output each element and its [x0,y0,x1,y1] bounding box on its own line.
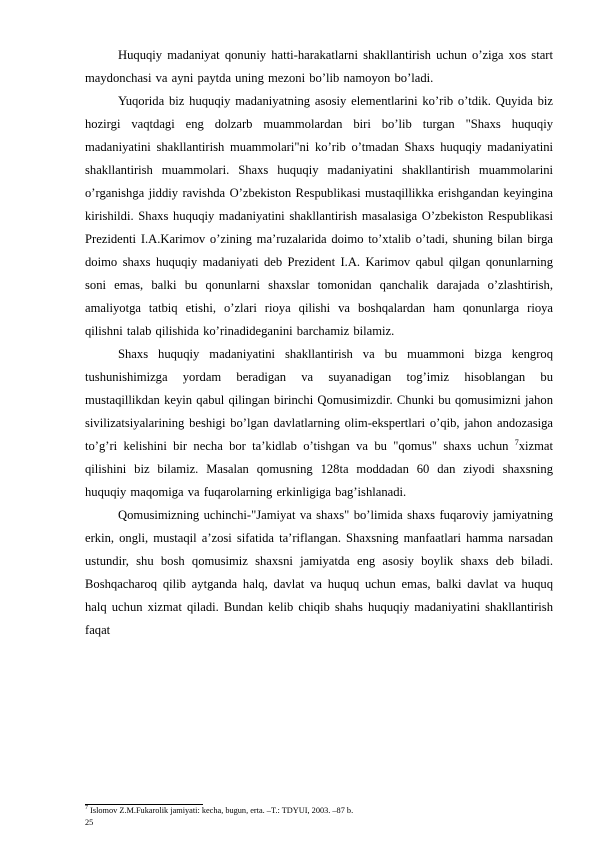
paragraph-3-text-after: xizmat qilishini biz bilamiz. Masalan qomusning 128ta moddadan 60 dan ziyodi shaxsning huquqiy maqomiga va fuqarolarning erkinligiga bag’ishlanadi. [85,439,553,499]
paragraph-3-text-before: Shaxs huquqiy madaniyatini shakllantirish va bu muammoni bizga kengroq tushunishimizga yordam beradigan va suyanadigan tog’imiz hisoblangan bu mustaqillikdan keyin qabul qilingan birinchi Qomusimizdir. Chunki bu qomusimizni jahon sivilizatsiyalarining beshigi bo’lgan davlatlarning olim-ekspertlari o’qib, jahon andozasiga to’g’ri kelishini bir necha bor ta’kidlab o’tishgan va bu "qomus" shaxs uchun [85,347,553,453]
footnote-marker: 7 [85,805,88,812]
footnote-divider [85,804,203,805]
footnote [85,806,553,816]
footnote-text: Islomov Z.M.Fukarolik jamiyati: kecha, bugun, erta. –T.: TDYUI, 2003. –87 b. [88,806,354,815]
body-text [85,44,553,642]
footnote-reference[interactable]: 7 [514,437,519,447]
paragraph-2: Yuqorida biz huquqiy madaniyatning asosiy elementlarini ko’rib o’tdik. Quyida biz hozirgi vaqtdagi eng dolzarb muammolardan biri bo’lib turgan "Shaxs huquqiy madaniyatini shakllantirish muammolari"ni ko’rib o’tmadan Shaxs huquqiy madaniyatini shakllantirish muammolari. Shaxs huquqiy madaniyatini shakllantirish muammolarini o’rganishga jiddiy ravishda O’zbekiston Respublikasi mustaqillikka erishgandan keyingina kirishildi. Shaxs huquqiy madaniyatini shakllantirish masalasiga O’zbekiston Respublikasi Prezidenti I.A.Karimov o’zining ma’ruzalarida doimo to’xtalib o’tadi, shuning bilan birga doimo shaxs huquqiy madaniyati deb Prezident I.A. Karimov qabul qilgan qonunlarning soni emas, balki bu qonunlarni shaxslar tomonidan qanchalik darajada o’zlashtirish, amaliyotga tatbiq etishi, o’zlari rioya qilishi va boshqalardan ham qonunlarga rioya qilishni talab qilishida ko’rinadideganini barchamiz bilamiz. [85,94,553,338]
page-number: 25 [85,818,94,827]
paragraph-4: Qomusimizning uchinchi-"Jamiyat va shaxs" bo’limida shaxs fuqaroviy jamiyatning erkin, ongli, mustaqil a’zosi sifatida ta’riflangan. Shaxsning manfaatlari hamma narsadan ustundir, shu bosh qomusimiz shaxsni jamiyatda eng asosiy boylik shaxs deb biladi. Boshqacharoq qilib aytganda halq, davlat va huquq uchun emas, balki davlat va huquq halq uchun xizmat qiladi. Bundan kelib chiqib shahs huquqiy madaniyatini shakllantirish faqat [85,508,553,637]
paragraph-3 [85,343,553,504]
paragraph-1: Huquqiy madaniyat qonuniy hatti-harakatlarni shakllantirish uchun o’ziga xos start maydonchasi va ayni paytda uning mezoni bo’lib namoyon bo’ladi. [85,48,553,85]
